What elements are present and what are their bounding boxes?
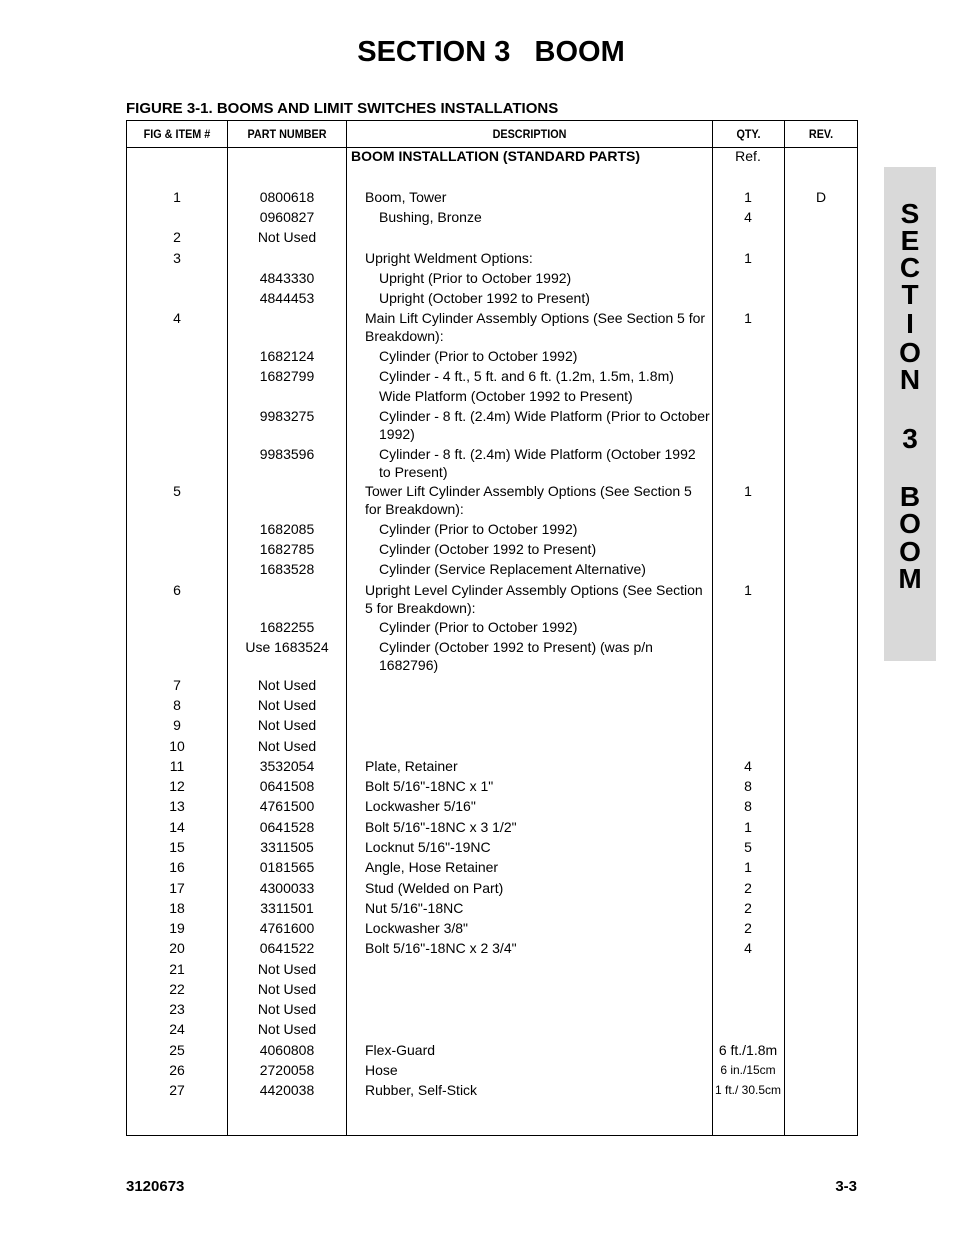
side-tab-letter: 3 xyxy=(902,423,918,454)
cell-part-number: 4420038 xyxy=(259,1082,315,1098)
cell-description: Boom, Tower xyxy=(365,189,447,205)
cell-part-number: 3311501 xyxy=(260,900,314,916)
cell-description: Flex-Guard xyxy=(365,1042,436,1058)
cell-fig-item: 10 xyxy=(169,738,185,754)
cell-qty: 4 xyxy=(744,758,752,774)
cell-part-number: Not Used xyxy=(257,1001,317,1017)
cell-description: Cylinder (October 1992 to Present) xyxy=(379,541,597,557)
cell-description: Bolt 5/16"-18NC x 1" xyxy=(365,778,494,794)
side-tab-letter: E xyxy=(900,225,920,256)
cell-description: Lockwasher 3/8" xyxy=(365,920,469,936)
side-tab-letter: B xyxy=(899,481,921,512)
cell-description: Locknut 5/16"-19NC xyxy=(365,839,491,855)
cell-qty: 5 xyxy=(744,839,752,855)
cell-part-number: Not Used xyxy=(257,981,317,997)
cell-part-number: 4060808 xyxy=(259,1042,315,1058)
cell-fig-item: 5 xyxy=(173,483,181,499)
cell-description: Cylinder - 8 ft. (2.4m) Wide Platform (Prior to October 1992) xyxy=(379,408,710,442)
header-fig-item: FIG & ITEM # xyxy=(143,127,211,141)
cell-fig-item: 4 xyxy=(173,310,181,326)
cell-fig-item: 8 xyxy=(173,697,181,713)
cell-fig-item: 19 xyxy=(169,920,185,936)
cell-part-number: Not Used xyxy=(257,697,317,713)
cell-part-number: 1682799 xyxy=(259,368,315,384)
cell-fig-item: 6 xyxy=(173,582,181,598)
cell-description: Angle, Hose Retainer xyxy=(365,859,499,875)
cell-qty: 1 xyxy=(744,250,752,266)
cell-fig-item: 15 xyxy=(169,839,185,855)
cell-qty: 1 xyxy=(744,819,752,835)
cell-part-number: 0641522 xyxy=(259,940,315,956)
header-part-number: PART NUMBER xyxy=(247,127,327,141)
cell-description: Main Lift Cylinder Assembly Options (See Section 5 for Breakdown): xyxy=(365,310,706,344)
cell-description: Bolt 5/16"-18NC x 2 3/4" xyxy=(365,940,517,956)
cell-part-number: 9983275 xyxy=(259,408,315,424)
cell-description: Upright Level Cylinder Assembly Options (See Section 5 for Breakdown): xyxy=(365,582,703,616)
side-tab-letter: O xyxy=(899,508,921,539)
cell-description: Rubber, Self-Stick xyxy=(365,1082,478,1098)
cell-qty: 1 xyxy=(744,582,752,598)
cell-part-number: 4761500 xyxy=(259,798,315,814)
cell-description: Upright Weldment Options: xyxy=(365,250,533,266)
cell-qty: 1 xyxy=(744,859,752,875)
cell-description: Cylinder (Prior to October 1992) xyxy=(379,348,578,364)
cell-fig-item: 21 xyxy=(169,961,185,977)
cell-qty: 1 ft./ 30.5cm xyxy=(714,1083,782,1097)
cell-qty: 1 xyxy=(744,310,752,326)
cell-part-number: 1682085 xyxy=(259,521,315,537)
cell-fig-item: 16 xyxy=(169,859,185,875)
section-side-tab xyxy=(884,167,936,661)
column-divider xyxy=(712,121,713,1135)
cell-description: Cylinder - 4 ft., 5 ft. and 6 ft. (1.2m, 1.5m, 1.8m) xyxy=(379,368,674,384)
cell-fig-item: 22 xyxy=(169,981,185,997)
cell-description: Lockwasher 5/16" xyxy=(365,798,476,814)
cell-qty: 8 xyxy=(744,778,752,794)
cell-part-number: 0800618 xyxy=(259,189,315,205)
side-tab-letter: I xyxy=(906,308,914,339)
side-tab-letter: N xyxy=(899,364,921,395)
column-divider xyxy=(346,121,347,1135)
cell-part-number: 0641528 xyxy=(259,819,315,835)
cell-part-number: Not Used xyxy=(257,961,317,977)
cell-part-number: Not Used xyxy=(257,738,317,754)
cell-fig-item: 18 xyxy=(169,900,185,916)
cell-part-number: 4844453 xyxy=(259,290,315,306)
cell-part-number: 0181565 xyxy=(259,859,315,875)
cell-description: Bolt 5/16"-18NC x 3 1/2" xyxy=(365,819,517,835)
figure-title: FIGURE 3-1. BOOMS AND LIMIT SWITCHES INSTALLATIONS xyxy=(126,100,559,117)
cell-part-number: 4843330 xyxy=(259,270,315,286)
cell-qty: 4 xyxy=(744,209,752,225)
cell-fig-item: 11 xyxy=(169,758,185,774)
document-number: 3120673 xyxy=(126,1178,185,1195)
cell-fig-item: 26 xyxy=(169,1062,185,1078)
cell-part-number: 0641508 xyxy=(259,778,315,794)
cell-fig-item: 7 xyxy=(173,677,181,693)
cell-part-number: Not Used xyxy=(257,1021,317,1037)
cell-description: Cylinder (Prior to October 1992) xyxy=(379,521,578,537)
cell-description: Cylinder (Service Replacement Alternative) xyxy=(379,561,646,577)
cell-part-number: 3532054 xyxy=(259,758,315,774)
cell-fig-item: 20 xyxy=(169,940,185,956)
header-qty: QTY. xyxy=(736,127,761,141)
side-tab-letter: S xyxy=(900,198,920,229)
cell-qty: 6 in./15cm xyxy=(720,1063,776,1077)
cell-part-number: 1683528 xyxy=(259,561,315,577)
cell-fig-item: 17 xyxy=(169,880,185,896)
cell-fig-item: 1 xyxy=(173,189,181,205)
cell-description: Upright (Prior to October 1992) xyxy=(379,270,572,286)
cell-qty: 4 xyxy=(744,940,752,956)
cell-fig-item: 2 xyxy=(173,229,181,245)
side-tab-letter: C xyxy=(899,252,921,283)
cell-part-number: 2720058 xyxy=(259,1062,315,1078)
header-description: DESCRIPTION xyxy=(492,127,567,141)
cell-part-number: 1682124 xyxy=(259,348,315,364)
page-number: 3-3 xyxy=(835,1178,857,1195)
cell-description: Cylinder (October 1992 to Present) (was p/n 1682796) xyxy=(379,639,653,673)
side-tab-letter: O xyxy=(899,536,921,567)
cell-fig-item: 27 xyxy=(169,1082,185,1098)
cell-part-number: 4300033 xyxy=(259,880,315,896)
cell-part-number: 4761600 xyxy=(259,920,315,936)
cell-part-number: 9983596 xyxy=(259,446,315,462)
cell-rev: D xyxy=(815,189,827,205)
cell-fig-item: 25 xyxy=(169,1042,185,1058)
cell-part-number: Not Used xyxy=(257,717,317,733)
cell-part-number: Not Used xyxy=(257,677,317,693)
side-tab-letter: T xyxy=(901,279,919,310)
cell-qty: Ref. xyxy=(735,148,761,164)
cell-fig-item: 9 xyxy=(173,717,181,733)
cell-description: Upright (October 1992 to Present) xyxy=(379,290,590,306)
cell-description: Plate, Retainer xyxy=(365,758,458,774)
cell-description: Cylinder (Prior to October 1992) xyxy=(379,619,578,635)
cell-part-number: 1682255 xyxy=(259,619,315,635)
parts-table xyxy=(126,120,858,1136)
header-rev: REV. xyxy=(808,127,834,141)
cell-description: Nut 5/16"-18NC xyxy=(365,900,464,916)
cell-fig-item: 3 xyxy=(173,250,181,266)
cell-fig-item: 12 xyxy=(169,778,185,794)
cell-qty: 8 xyxy=(744,798,752,814)
side-tab-letter: M xyxy=(898,563,922,594)
cell-fig-item: 24 xyxy=(169,1021,185,1037)
cell-part-number: Not Used xyxy=(257,229,317,245)
cell-description: Bushing, Bronze xyxy=(379,209,482,225)
cell-description: Cylinder - 8 ft. (2.4m) Wide Platform (October 1992 to Present) xyxy=(379,446,696,480)
cell-part-number: 0960827 xyxy=(259,209,315,225)
cell-fig-item: 23 xyxy=(169,1001,185,1017)
cell-qty: 2 xyxy=(744,880,752,896)
side-tab-letter: O xyxy=(899,337,921,368)
cell-description: BOOM INSTALLATION (STANDARD PARTS) xyxy=(351,148,641,164)
cell-fig-item: 14 xyxy=(169,819,185,835)
column-divider xyxy=(784,121,785,1135)
cell-description: Hose xyxy=(365,1062,398,1078)
cell-part-number: 1682785 xyxy=(259,541,315,557)
cell-description: Wide Platform (October 1992 to Present) xyxy=(379,388,633,404)
cell-fig-item: 13 xyxy=(169,798,185,814)
cell-qty: 1 xyxy=(744,189,752,205)
cell-qty: 1 xyxy=(744,483,752,499)
cell-qty: 6 ft./1.8m xyxy=(718,1042,778,1058)
cell-qty: 2 xyxy=(744,920,752,936)
cell-description: Stud (Welded on Part) xyxy=(365,880,504,896)
cell-part-number: 3311505 xyxy=(260,839,314,855)
cell-qty: 2 xyxy=(744,900,752,916)
cell-part-number: Use 1683524 xyxy=(245,639,329,655)
cell-description: Tower Lift Cylinder Assembly Options (See Section 5 for Breakdown): xyxy=(365,483,692,517)
page-title: SECTION 3 BOOM xyxy=(357,36,625,68)
